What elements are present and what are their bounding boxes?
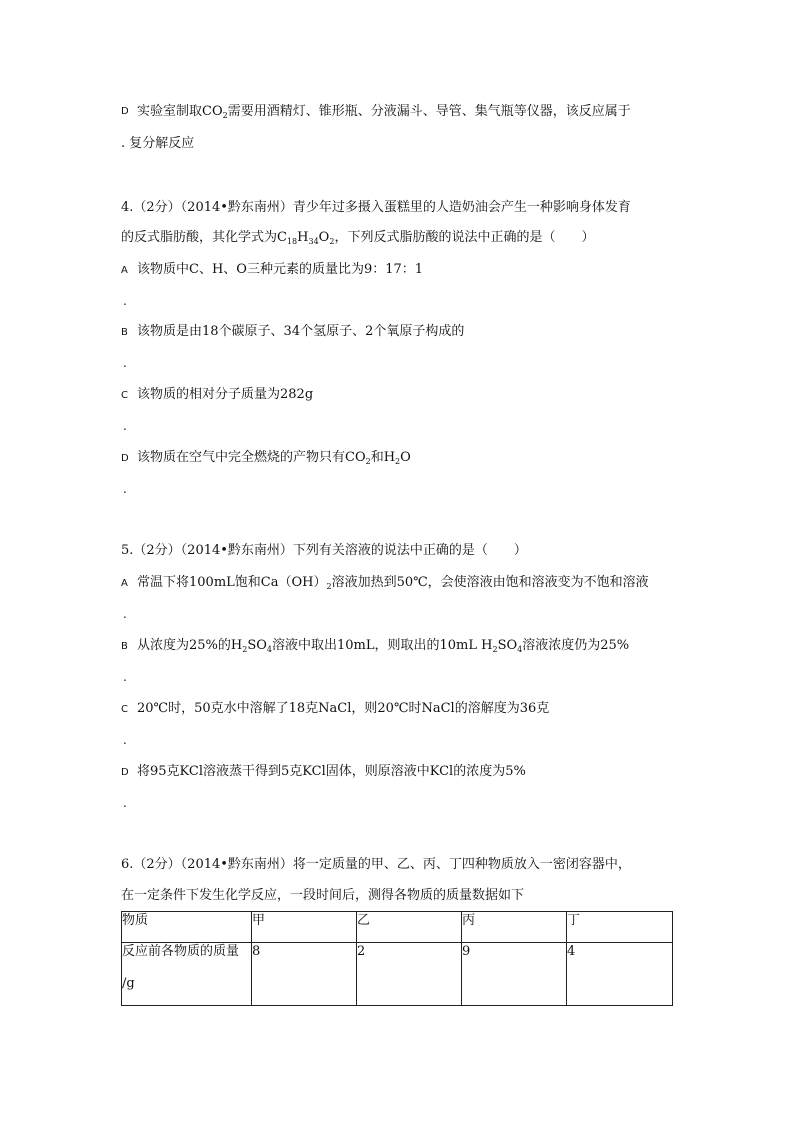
q6-data-table (121, 911, 673, 1006)
q5-option-c-dot: . (123, 733, 127, 747)
q4-option-c-text: 该物质的相对分子质量为282g (137, 387, 314, 402)
q5-option-a-letter: A (121, 578, 128, 589)
q4-option-c-dot: . (123, 419, 127, 433)
table-row (122, 943, 673, 1006)
table-row-label: 反应前各物质的质量 /g (122, 943, 252, 1006)
q5-option-b-dot: . (123, 670, 127, 684)
q5-option-d-letter: D (121, 767, 129, 778)
q4-option-b-text: 该物质是由18个碳原子、34个氢原子、2个氧原子构成的 (137, 324, 465, 339)
q5-option-c-text: 20℃时，50克水中溶解了18克NaCl，则20℃时NaCl的溶解度为36克 (137, 701, 550, 716)
q5-option-b-text: 从浓度为25%的$H_2SO_4$溶液中取出10mL，则取出的10mL $H_2SO_4$溶液浓度仍为25% (137, 638, 630, 654)
q5-option-d-dot: . (123, 796, 127, 810)
q4-stem-line2: 的反式脂肪酸，其化学式为$C_{18}H_{34}O_2$，下列反式脂肪酸的说法中正确的是（ ） (121, 230, 595, 246)
q3-option-d-letter: D (121, 106, 129, 117)
q4-option-b-dot: . (123, 356, 127, 370)
q5-option-b-letter: B (121, 641, 128, 652)
q3-option-d-text: 实验室制取$CO_2$需要用酒精灯、锥形瓶、分液漏斗、导管、集气瓶等仪器，该反应属于 (137, 104, 631, 120)
table-header-cell: 丁 (567, 912, 673, 943)
table-header-cell: 丙 (462, 912, 567, 943)
q5-option-a-text: 常温下将100mL饱和$Ca(OH)_2$溶液加热到50℃，会使溶液由饱和溶液变为不饱和溶液 (137, 575, 649, 591)
table-cell: 4 (567, 943, 673, 1006)
q5-option-c-letter: C (121, 704, 128, 715)
q4-option-d-letter: D (121, 453, 129, 464)
q4-option-b-letter: B (121, 327, 128, 338)
q6-stem-line1: 6.（2分）（2014•黔东南州）将一定质量的甲、乙、丙、丁四种物质放入一密闭容器中， (121, 857, 631, 872)
q4-option-d-text: 该物质在空气中完全燃烧的产物只有$CO_2$和$H_2O$ (137, 450, 411, 466)
q6-stem-line2: 在一定条件下发生化学反应，一段时间后，测得各物质的质量数据如下 (121, 888, 525, 903)
q4-option-a-letter: A (121, 265, 128, 276)
q4-option-a-dot: . (123, 294, 127, 308)
q5-stem: 5.（2分）（2014•黔东南州）下列有关溶液的说法中正确的是（ ） (121, 543, 527, 558)
table-header-row (122, 912, 673, 943)
q3-option-d-continuation: . 复分解反应 (121, 136, 195, 151)
table-cell: 9 (462, 943, 567, 1006)
q4-option-c-letter: C (121, 390, 128, 401)
q5-option-a-dot: . (123, 607, 127, 621)
table-header-cell: 甲 (252, 912, 357, 943)
table-cell: 2 (357, 943, 462, 1006)
q4-option-d-dot: . (123, 482, 127, 496)
table-cell: 8 (252, 943, 357, 1006)
q5-option-d-text: 将95克KCl溶液蒸干得到5克KCl固体，则原溶液中KCl的浓度为5% (137, 764, 526, 779)
table-header-cell: 乙 (357, 912, 462, 943)
table-header-cell: 物质 (122, 912, 252, 943)
q4-stem-line1: 4.（2分）（2014•黔东南州）青少年过多摄入蛋糕里的人造奶油会产生一种影响身体发育 (121, 200, 631, 215)
q4-option-a-text: 该物质中C、H、O三种元素的质量比为9：17：1 (137, 262, 424, 277)
